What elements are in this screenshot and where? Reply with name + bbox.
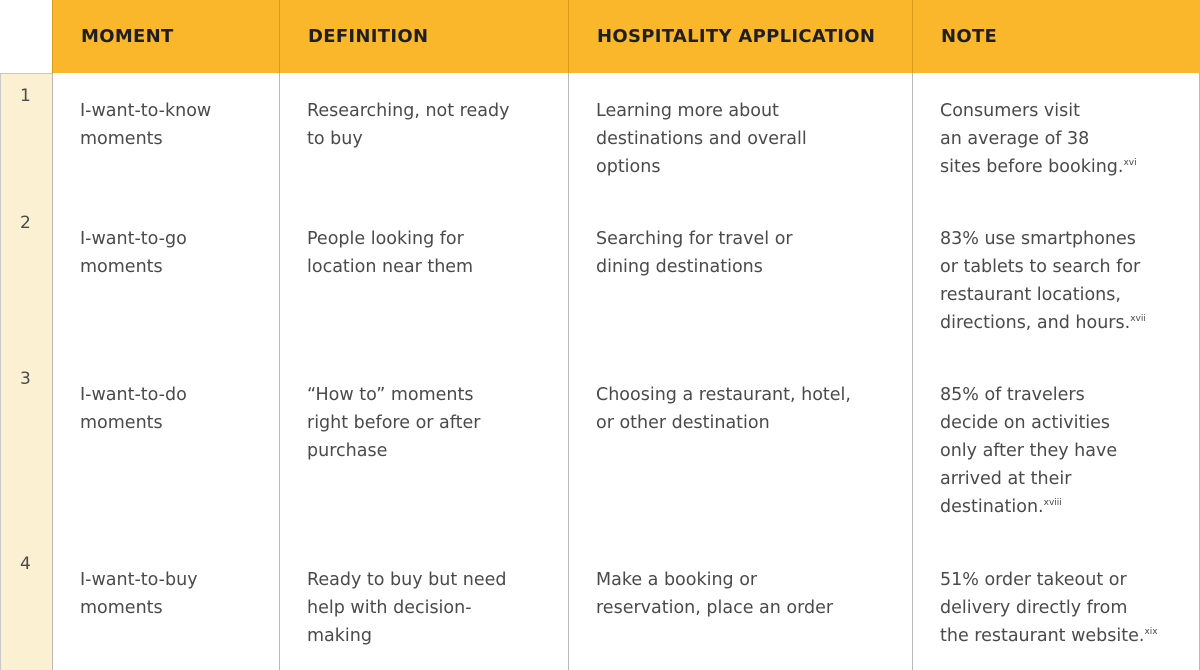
cell-line: People looking for [307,229,464,249]
cell-line: only after they have [940,441,1118,461]
cell-line: moments [80,129,163,149]
cell-line: moments [80,413,163,433]
header-moment: MOMENT [52,0,279,73]
cell-line: help with decision- [307,598,472,618]
footnote-reference: xvii [1130,314,1146,324]
cell-line-with-ref [940,622,1181,650]
row-number: 2 [0,201,52,357]
cell-line: 83% use smartphones [940,229,1136,249]
cell-line: destinations and overall [596,129,807,149]
footnote-reference: xviii [1043,498,1062,508]
note-cell [912,201,1200,357]
cell-line: options [596,157,661,177]
cell-line: or tablets to search for [940,257,1141,277]
note-cell [912,73,1200,201]
row-number: 1 [0,73,52,201]
cell-line: moments [80,257,163,277]
cell-line: “How to” moments [307,385,474,405]
cell-line: delivery directly from [940,598,1128,618]
definition-cell [279,542,568,670]
cell-line: I-want-to-do [80,385,187,405]
cell-line: Researching, not ready [307,101,510,121]
row-number: 4 [0,542,52,670]
cell-line-with-ref [940,309,1181,337]
note-cell [912,542,1200,670]
cell-line-text: sites before booking. [940,157,1124,177]
application-cell [568,201,912,357]
cell-line: Learning more about [596,101,779,121]
table-row [0,73,1200,202]
footnote-reference: xvi [1123,158,1137,168]
cell-line: or other destination [596,413,770,433]
cell-line: Searching for travel or [596,229,793,249]
moment-cell [52,542,279,670]
table-row [0,201,1200,358]
definition-cell [279,357,568,542]
cell-line: I-want-to-know [80,101,212,121]
footnote-reference: xix [1144,627,1158,637]
table-row [0,357,1200,543]
header-corner [0,0,52,73]
cell-line: dining destinations [596,257,763,277]
cell-line: reservation, place an order [596,598,834,618]
cell-line-text: directions, and hours. [940,313,1131,333]
moment-cell [52,201,279,357]
application-cell [568,357,912,542]
row-number: 3 [0,357,52,542]
cell-line: Consumers visit [940,101,1080,121]
cell-line-with-ref [940,153,1181,181]
cell-line: an average of 38 [940,129,1090,149]
header-definition: DEFINITION [279,0,568,73]
cell-line-text: destination. [940,497,1044,517]
cell-line: decide on activities [940,413,1111,433]
definition-cell [279,73,568,201]
cell-line: purchase [307,441,388,461]
cell-line: Choosing a restaurant, hotel, [596,385,851,405]
moment-cell [52,73,279,201]
cell-line: right before or after [307,413,481,433]
application-cell [568,73,912,201]
application-cell [568,542,912,670]
cell-line: 85% of travelers [940,385,1085,405]
moment-cell [52,357,279,542]
table-header-row [0,0,1200,73]
cell-line: location near them [307,257,474,277]
cell-line: to buy [307,129,363,149]
cell-line: 51% order takeout or [940,570,1127,590]
header-note: NOTE [912,0,1200,73]
cell-line-text: the restaurant website. [940,626,1145,646]
table-row [0,542,1200,670]
header-hospitality-application: HOSPITALITY APPLICATION [568,0,912,73]
cell-line: making [307,626,372,646]
definition-cell [279,201,568,357]
cell-line: moments [80,598,163,618]
cell-line: I-want-to-buy [80,570,198,590]
cell-line: I-want-to-go [80,229,187,249]
cell-line: Ready to buy but need [307,570,507,590]
cell-line-with-ref [940,493,1181,521]
cell-line: arrived at their [940,469,1072,489]
cell-line: Make a booking or [596,570,758,590]
cell-line: restaurant locations, [940,285,1121,305]
note-cell [912,357,1200,542]
